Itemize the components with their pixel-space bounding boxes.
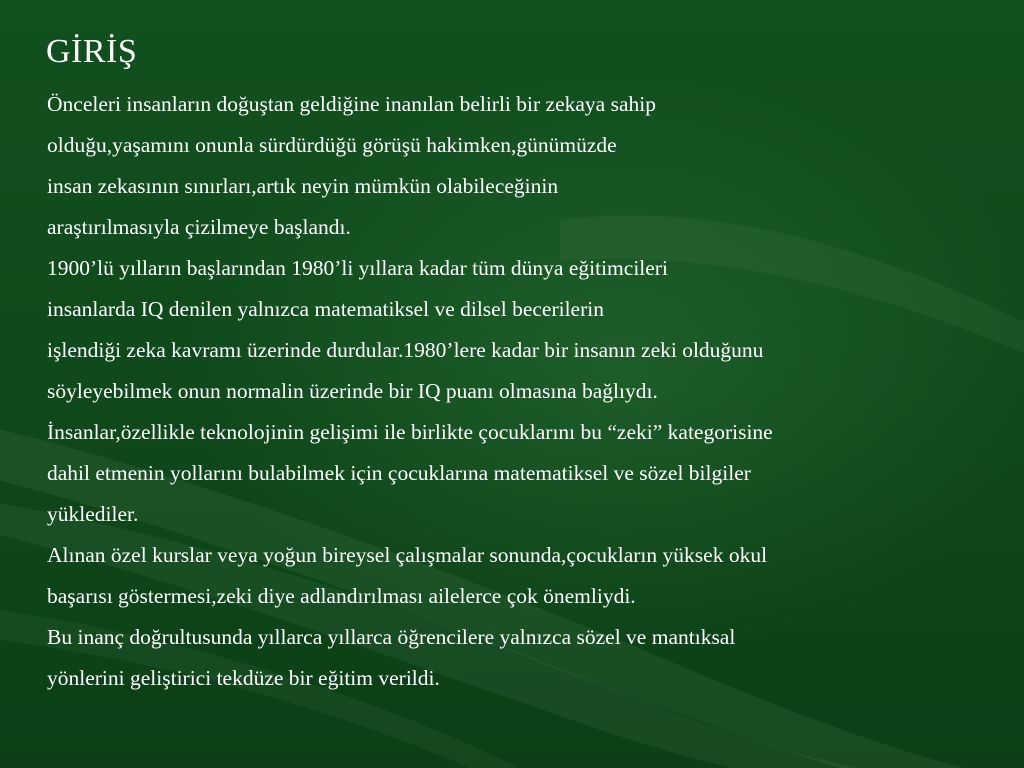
text-line: Önceleri insanların doğuştan geldiğine inanılan belirli bir zekaya sahip	[47, 92, 656, 116]
slide-title: GİRİŞ	[46, 33, 138, 70]
slide-body-text	[47, 84, 1007, 699]
text-line: yüklediler.	[47, 502, 139, 526]
text-line: Alınan özel kurslar veya yoğun bireysel çalışmalar sonunda,çocukların yüksek okul	[47, 543, 768, 567]
text-line: insanlarda IQ denilen yalnızca matematiksel ve dilsel becerilerin	[47, 297, 604, 321]
text-line: yönlerini geliştirici tekdüze bir eğitim verildi.	[47, 666, 440, 690]
text-line: araştırılmasıyla çizilmeye başlandı.	[47, 215, 351, 239]
text-line: dahil etmenin yollarını bulabilmek için çocuklarına matematiksel ve sözel bilgiler	[47, 461, 751, 485]
text-line: olduğu,yaşamını onunla sürdürdüğü görüşü hakimken,günümüzde	[47, 133, 617, 157]
text-line: insan zekasının sınırları,artık neyin mümkün olabileceğinin	[47, 174, 559, 198]
text-line: Bu inanç doğrultusunda yıllarca yıllarca öğrencilere yalnızca sözel ve mantıksal	[47, 625, 736, 649]
text-line: 1900’lü yılların başlarından 1980’li yıllara kadar tüm dünya eğitimcileri	[47, 256, 668, 280]
text-line: başarısı göstermesi,zeki diye adlandırılması ailelerce çok önemliydi.	[47, 584, 636, 608]
text-line: söyleyebilmek onun normalin üzerinde bir IQ puanı olmasına bağlıydı.	[47, 379, 658, 403]
text-line: İnsanlar,özellikle teknolojinin gelişimi ile birlikte çocuklarını bu “zeki” kategorisine	[47, 420, 773, 444]
text-line: işlendiği zeka kavramı üzerinde durdular.1980’lere kadar bir insanın zeki olduğunu	[47, 338, 764, 362]
